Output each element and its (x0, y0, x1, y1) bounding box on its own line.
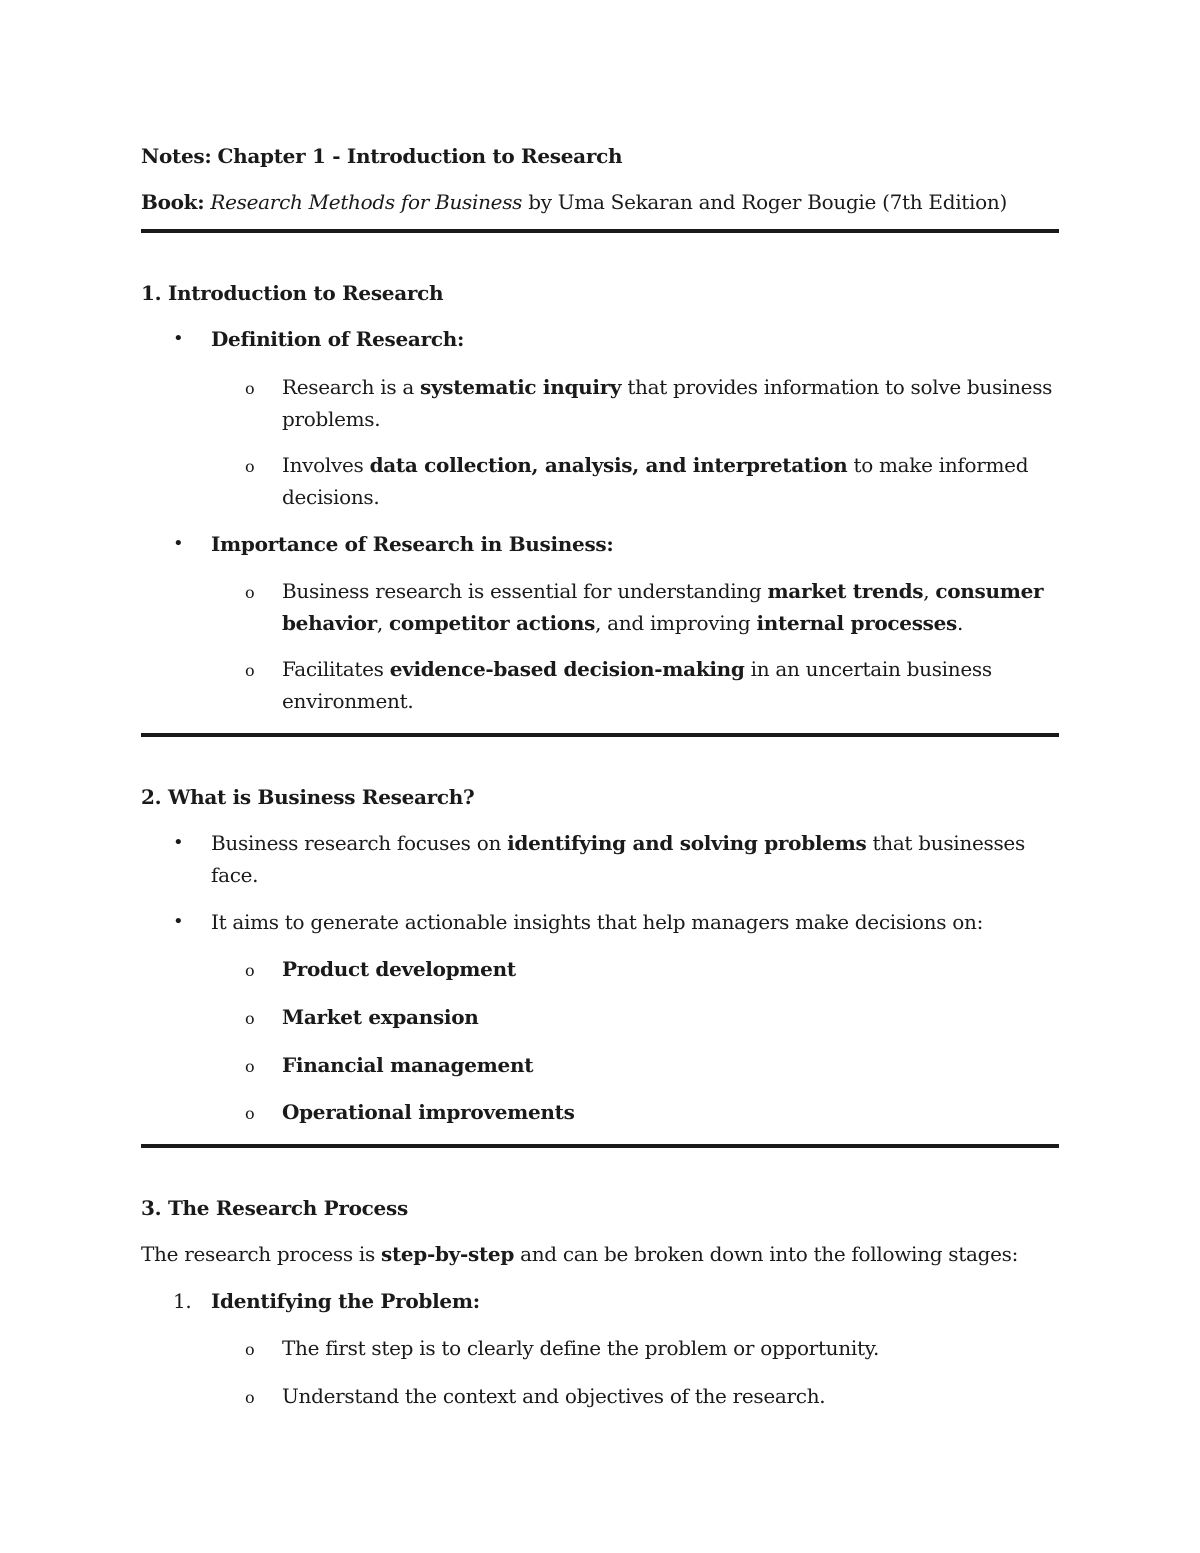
sub-item-step-1: o The first step is to clearly define the problem or opportunity. (141, 1332, 1059, 1364)
sub-marker: o (245, 1388, 255, 1407)
section-3 (141, 1192, 1059, 1412)
sub-marker: o (245, 379, 255, 398)
bullet-marker: • (173, 328, 184, 349)
sub-item-decision-1: o Product development (141, 953, 1059, 985)
sub-item-decision-2: o Market expansion (141, 1001, 1059, 1033)
book-title: Research Methods for Business (210, 190, 523, 214)
bullet-marker: • (173, 533, 184, 554)
sub-marker: o (245, 1104, 255, 1123)
bullet-focus: • Business research focuses on identifying and solving problems that businesses face. (141, 827, 1059, 891)
bullet-marker: • (173, 911, 184, 932)
sub-marker: o (245, 661, 255, 680)
section-2-heading: 2. What is Business Research? (141, 785, 475, 809)
sub-item-definition-2: o Involves data collection, analysis, and interpretation to make informed decisions. (245, 453, 1029, 509)
book-authors: by Uma Sekaran and Roger Bougie (7th Edition) (522, 190, 1007, 214)
sub-item-importance-2: o Facilitates evidence-based decision-making in an uncertain business environment. (245, 657, 992, 713)
sub-marker: o (245, 961, 255, 980)
divider-1 (141, 229, 1059, 233)
notes-title: Chapter 1 - Introduction to Research (217, 144, 623, 168)
bullet-importance (141, 528, 1059, 560)
sub-marker: o (245, 1057, 255, 1076)
book-line (141, 186, 1059, 218)
step-number: 1. (173, 1289, 192, 1313)
book-label: Book: (141, 190, 205, 214)
bullet-definition (141, 323, 1059, 355)
section-2 (141, 781, 1059, 1128)
section-3-intro: The research process is step-by-step and can be broken down into the following stages: (141, 1242, 1019, 1266)
document-page (141, 140, 1059, 1412)
sub-item-step-2: o Understand the context and objectives of the research. (141, 1380, 1059, 1412)
sub-item-decision-3: o Financial management (141, 1049, 1059, 1081)
sub-marker: o (245, 1009, 255, 1028)
sub-marker: o (245, 583, 255, 602)
step-1 (141, 1285, 1059, 1317)
sub-marker: o (245, 1340, 255, 1359)
bullet-aims: • It aims to generate actionable insights that help managers make decisions on: (141, 906, 1059, 938)
notes-line (141, 140, 1059, 172)
divider-2 (141, 733, 1059, 737)
section-1 (141, 277, 1059, 717)
sub-marker: o (245, 457, 255, 476)
sub-item-importance-1: o Business research is essential for understanding market trends, consumer behavior, competitor actions, and improving internal processes. (245, 579, 1044, 635)
notes-label: Notes: (141, 144, 212, 168)
sub-item-decision-4: o Operational improvements (141, 1096, 1059, 1128)
divider-3 (141, 1144, 1059, 1148)
section-3-heading: 3. The Research Process (141, 1196, 408, 1220)
bullet-marker: • (173, 832, 184, 853)
definition-title: Definition of Research: (211, 327, 465, 351)
step-1-title: Identifying the Problem: (211, 1289, 480, 1313)
sub-item-definition-1: o Research is a systematic inquiry that provides information to solve business problems. (245, 375, 1053, 431)
importance-title: Importance of Research in Business: (211, 532, 614, 556)
section-1-heading: 1. Introduction to Research (141, 281, 444, 305)
